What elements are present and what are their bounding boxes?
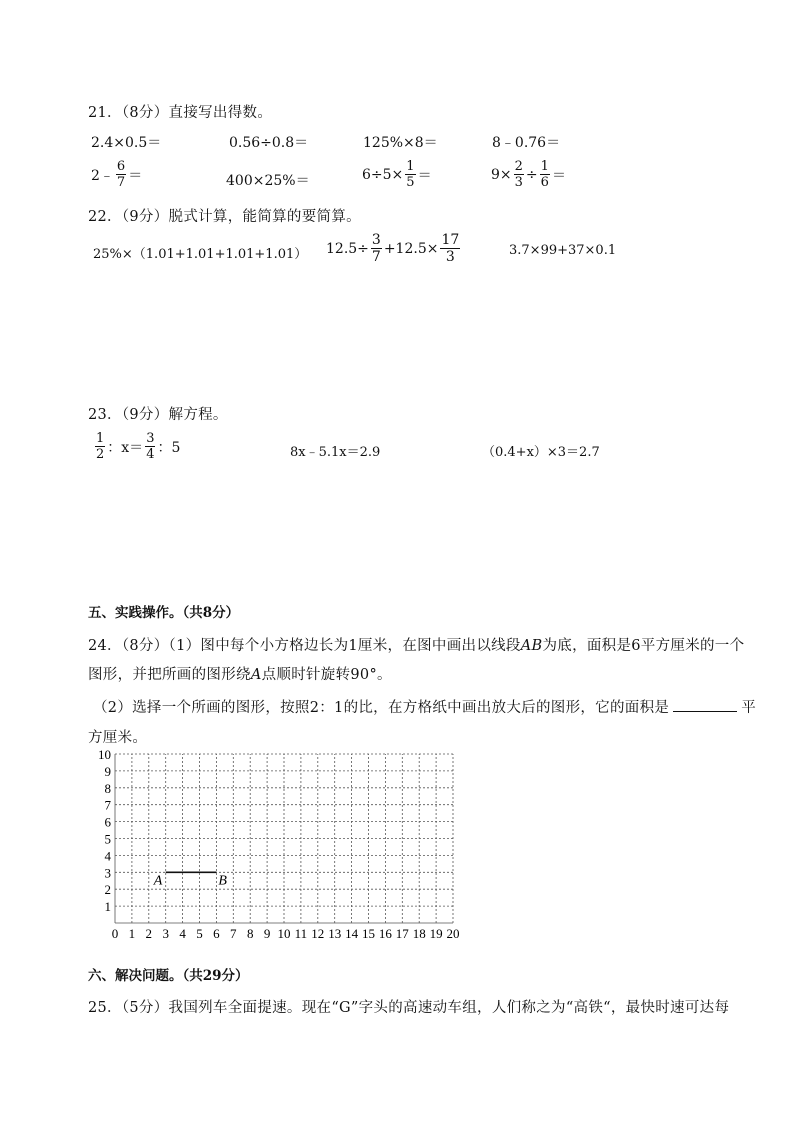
section6-title: 六、解决问题。（共29分） [88,968,249,984]
x-tick-label: 8 [246,926,254,941]
x-tick-label: 9 [263,926,271,941]
q22-c: 3.7×99+37×0.1 [509,243,617,258]
y-tick-label: 8 [104,780,111,796]
q21-stem: 21．（8分）直接写出得数。 [88,105,273,121]
x-tick-label: 16 [378,926,392,941]
q21-r2-a: 2﹣ $\frac{6}{7}$ ＝ [91,159,143,190]
q23-b: 8x﹣5.1x＝2.9 [290,445,381,460]
x-tick-label: 5 [196,926,203,941]
q21-r1-b: 0.56÷0.8＝ [229,135,309,151]
q23-c: （0.4+x）×3＝2.7 [482,445,600,460]
q23-a: $\frac{1}{2}$ ：x＝ $\frac{3}{4}$ ：5 [96,431,181,462]
q22-a: 25%×（1.01+1.01+1.01+1.01） [93,247,308,262]
y-axis-labels [98,747,112,914]
y-tick-label: 4 [104,848,111,864]
answer-blank[interactable] [673,699,737,712]
y-tick-label: 5 [104,831,111,847]
x-axis-labels [112,926,460,941]
y-tick-label: 9 [104,763,111,779]
y-tick-label: 2 [104,882,111,898]
y-tick-label: 6 [104,814,111,830]
q24-line3: （2）选择一个所画的图形，按照2：1的比，在方格纸中画出放大后的图形，它的面积是 平 [93,700,756,716]
x-tick-label: 10 [277,926,291,941]
x-tick-label: 3 [162,926,169,941]
q25-text: 25．（5分）我国列车全面提速。现在“G”字头的高速动车组，人们称之为“高铁“，最快时速可达每 [88,1000,730,1016]
q24-line2: 图形，并把所画的图形绕A点顺时针旋转90°。 [88,667,392,683]
coordinate-grid [88,747,468,951]
y-tick-label: 10 [98,747,111,762]
q21-r2-d: 9× $\frac{2}{3}$ ÷ $\frac{1}{6}$ ＝ [491,159,566,190]
x-tick-label: 14 [345,926,359,941]
q22-stem: 22．（9分）脱式计算，能简算的要简算。 [88,209,361,225]
y-tick-label: 7 [104,797,111,813]
x-tick-label: 15 [362,926,375,941]
x-tick-label: 18 [412,926,426,941]
x-tick-label: 6 [213,926,220,941]
x-tick-label: 17 [395,926,409,941]
point-a-label: A [153,873,163,889]
point-b-label: B [218,873,227,889]
x-tick-label: 20 [446,926,460,941]
x-tick-label: 1 [128,926,136,941]
q24-line4: 方厘米。 [88,730,148,746]
x-tick-label: 12 [311,926,325,941]
q24-line1: 24．（8分）（1）图中每个小方格边长为1厘米，在图中画出以线段AB为底，面积是6平方厘米的一个 [88,638,745,654]
x-tick-label: 2 [145,926,153,941]
x-tick-label: 11 [294,926,308,941]
q23-stem: 23．（9分）解方程。 [88,407,228,423]
x-tick-label: 7 [230,926,237,941]
q21-r1-d: 8﹣0.76＝ [492,135,561,151]
q21-r1-c: 125%×8＝ [363,135,438,151]
x-tick-label: 13 [328,926,342,941]
section5-title: 五、实践操作。（共8分） [88,605,240,621]
q21-r2-b: 400×25%＝ [226,173,310,189]
x-tick-label: 4 [179,926,186,941]
y-tick-label: 3 [104,865,111,881]
q21-r1-a: 2.4×0.5＝ [91,135,162,151]
grid-lines [115,754,453,923]
x-tick-label: 0 [111,926,119,941]
q22-b: 12.5÷ $\frac{3}{7}$ +12.5× $\frac{17}{3}$ [326,232,460,265]
y-tick-label: 1 [104,899,111,915]
q21-r2-c: 6÷5× $\frac{1}{5}$ ＝ [362,159,432,190]
x-tick-label: 19 [429,926,443,941]
